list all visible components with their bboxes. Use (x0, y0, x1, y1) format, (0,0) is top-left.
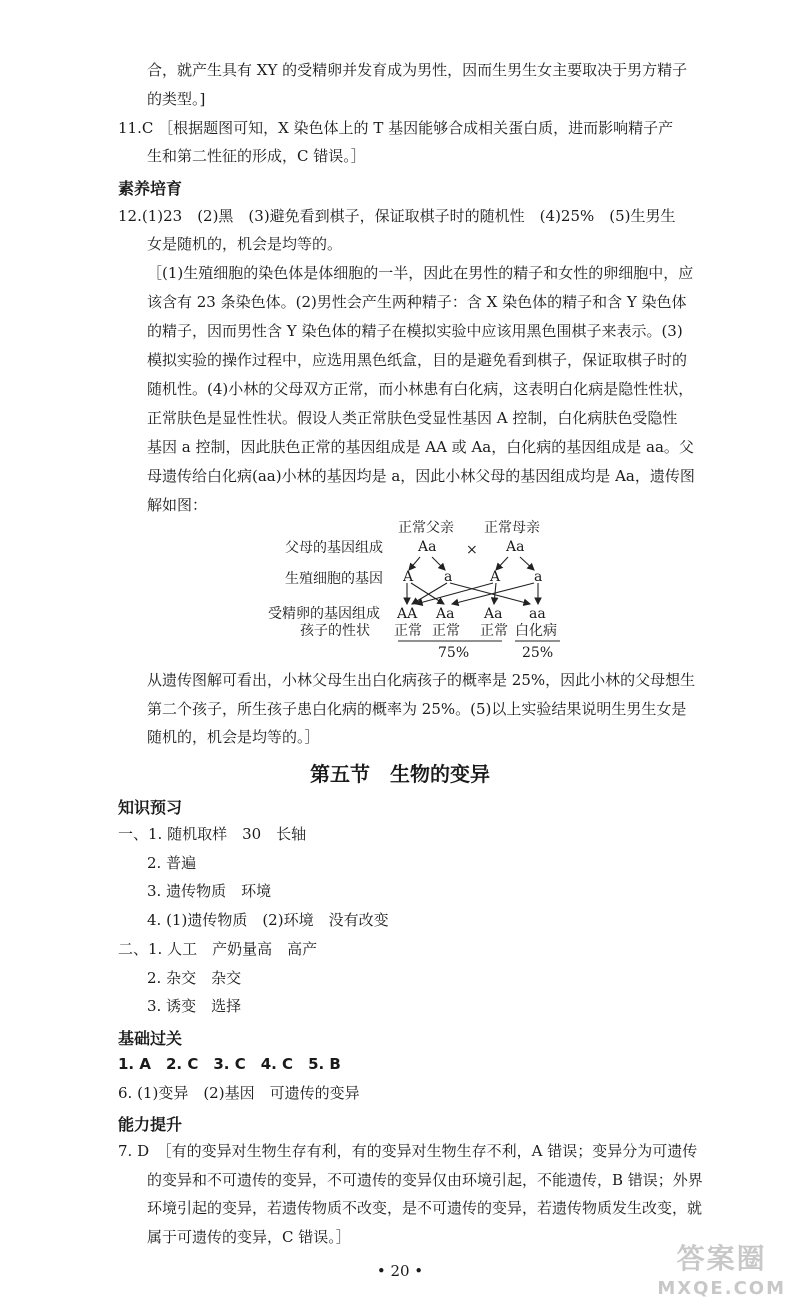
gamete: A (403, 569, 414, 585)
row-label: 父母的基因组成 (285, 540, 383, 556)
text-line: 合，就产生具有 XY 的受精卵并发育成为男性，因而生男生女主要取决于男方精子 (147, 61, 688, 79)
explanation-line: 环境引起的变异，若遗传物质不改变，是不可遗传的变异，若遗传物质发生改变，就 (147, 1199, 703, 1217)
answer-line: 3. 诱变 选择 (147, 997, 242, 1015)
answer-line: 3. 遗传物质 环境 (147, 882, 272, 900)
zygote: Aa (484, 606, 503, 622)
page-number: • 20 • (376, 1262, 424, 1280)
watermark-url: MXQE.COM (657, 1278, 786, 1299)
question-12-answer: 12.(1)23 (2)黑 (3)避免看到棋子，保证取棋子时的随机性 (4)25% (5)生男生 (118, 207, 676, 225)
mother-label: 正常母亲 (484, 520, 540, 536)
answer-line: 1. A 2. C 3. C 4. C 5. B (118, 1055, 341, 1073)
explanation-line: 属于可遗传的变异，C 错误。］ (147, 1228, 351, 1246)
chapter-title: 第五节 生物的变异 (310, 762, 490, 786)
zygote: AA (397, 606, 418, 622)
explanation-line: 基因 a 控制，因此肤色正常的基因组成是 AA 或 Aa，白化病的基因组成是 aa。父 (147, 438, 694, 456)
explanation-line: 该含有 23 条染色体。(2)男性会产生两种精子：含 X 染色体的精子和含 Y 染色体 (147, 293, 687, 311)
cross-symbol: × (466, 542, 478, 558)
row-label: 孩子的性状 (300, 623, 370, 639)
explanation-line: 正常肤色是显性性状。假设人类正常肤色受显性基因 A 控制，白化病肤色受隐性 (147, 409, 678, 427)
answer-line: 2. 杂交 杂交 (147, 969, 242, 987)
zygote: Aa (436, 606, 455, 622)
section-heading: 素养培育 (118, 179, 183, 198)
conclusion-line: 第二个孩子，所生孩子患白化病的概率为 25%。(5)以上实验结果说明生男生女是 (147, 700, 687, 718)
answer-line: 2. 普遍 (147, 854, 197, 872)
explanation-line: 母遗传给白化病(aa)小林的基因均是 a，因此小林父母的基因组成均是 Aa，遗传图 (147, 467, 695, 485)
albino-probability: 25% (522, 645, 554, 661)
section-heading: 基础过关 (118, 1029, 183, 1048)
trait: 白化病 (515, 623, 557, 639)
conclusion-line: 随机的，机会是均等的。］ (147, 728, 320, 746)
arrow-line (452, 583, 534, 604)
gamete: a (444, 569, 453, 585)
father-genotype: Aa (418, 539, 437, 555)
text-line: 生和第二性征的形成，C 错误。］ (147, 147, 366, 165)
watermark-text: 答案圈 (676, 1242, 767, 1275)
zygote: aa (529, 606, 546, 622)
answer-line: 二、1. 人工 产奶量高 高产 (118, 940, 318, 958)
row-label: 受精卵的基因组成 (268, 606, 380, 622)
question-11-answer: 11.C ［根据题图可知，X 染色体上的 T 基因能够合成相关蛋白质，进而影响精子产 (118, 119, 674, 137)
arrow-line (450, 583, 530, 604)
conclusion-line: 从遗传图解可看出，小林父母生出白化病孩子的概率是 25%，因此小林的父母想生 (147, 671, 696, 689)
section-heading: 能力提升 (118, 1115, 183, 1134)
answer-line: 4. (1)遗传物质 (2)环境 没有改变 (147, 911, 389, 929)
gamete: A (490, 569, 501, 585)
gamete: a (534, 569, 543, 585)
arrow-line (520, 557, 534, 570)
trait: 正常 (432, 623, 460, 639)
answer-line: 一、1. 随机取样 30 长轴 (118, 825, 307, 843)
section-heading: 知识预习 (118, 798, 183, 817)
text-line: 女是随机的，机会是均等的。 (147, 235, 343, 253)
trait: 正常 (480, 623, 508, 639)
question-7-answer: 7. D ［有的变异对生物生存有利，有的变异对生物生存不利，A 错误；变异分为可遗传 (118, 1142, 698, 1160)
explanation-line: 随机性。(4)小林的父母双方正常，而小林患有白化病，这表明白化病是隐性性状， (147, 380, 694, 398)
mother-genotype: Aa (506, 539, 525, 555)
text-line: 的类型。] (147, 90, 206, 108)
explanation-line: 解如图： (147, 496, 208, 514)
explanation-line: 的变异和不可遗传的变异，不可遗传的变异仅由环境引起，不能遗传，B 错误；外界 (147, 1171, 703, 1189)
answer-line: 6. (1)变异 (2)基因 可遗传的变异 (118, 1084, 360, 1102)
trait: 正常 (394, 623, 422, 639)
watermark-logo (657, 1244, 786, 1304)
father-label: 正常父亲 (398, 520, 454, 536)
normal-probability: 75% (438, 645, 470, 661)
explanation-line: 的精子，因而男性含 Y 染色体的精子在模拟实验中应该用黑色围棋子来表示。(3) (147, 322, 683, 340)
row-label: 生殖细胞的基因 (285, 571, 383, 587)
explanation-line: 模拟实验的操作过程中，应选用黑色纸盒，目的是避免看到棋子，保证取棋子时的 (147, 351, 688, 369)
explanation-line: ［(1)生殖细胞的染色体是体细胞的一半，因此在男性的精子和女性的卵细胞中，应 (147, 264, 694, 282)
